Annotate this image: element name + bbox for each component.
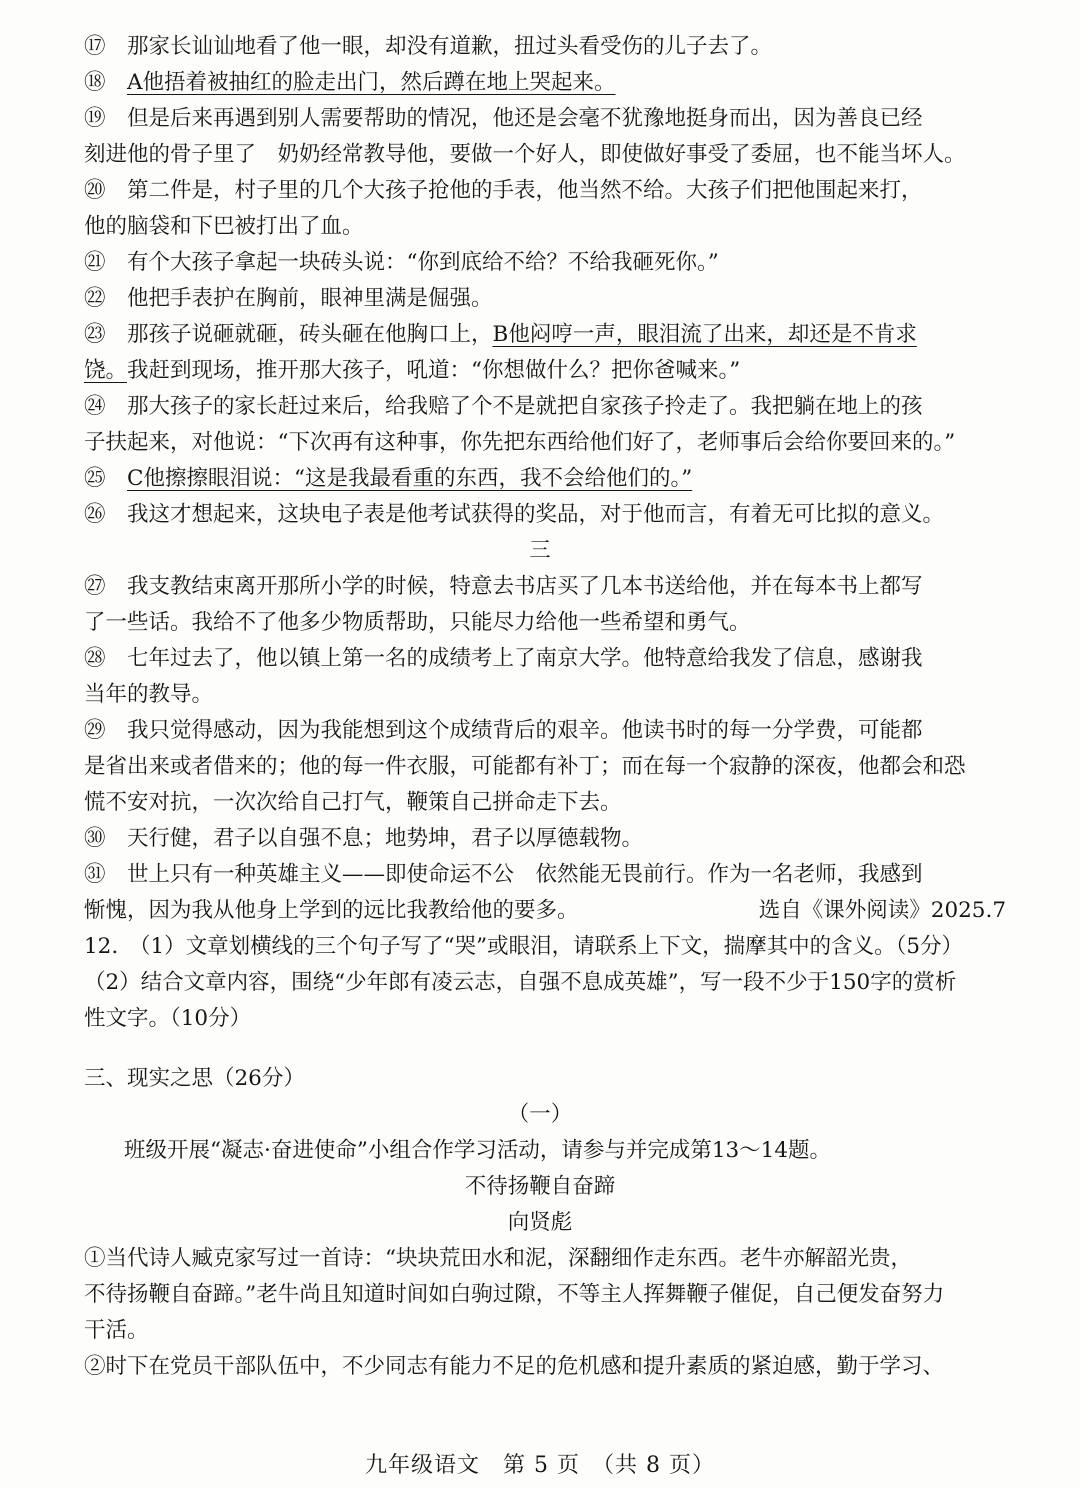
para-19-line1: ⑲ 但是后来再遇到别人需要帮助的情况，他还是会毫不犹豫地挺身而出，因为善良已经 [84, 106, 923, 131]
question-12-part2-end: 性文字。（10分） [84, 1006, 252, 1031]
question-12-part1: 12. （1）文章划横线的三个句子写了“哭”或眼泪，请联系上下文，揣摩其中的含义。（5分） [84, 934, 964, 959]
para-26: ㉖ 我这才想起来，这块电子表是他考试获得的奖品，对于他而言，有着无可比拟的意义。 [84, 502, 945, 527]
article-author: 向贤彪 [507, 1210, 573, 1235]
underlined-sentence-c: C他擦擦眼泪说：“这是我最看重的东西，我不会给他们的。” [127, 466, 693, 491]
para-29-line2: 是省出来或者借来的；他的每一件衣服，可能都有补丁；而在每一个寂静的深夜，他都会和恐 [84, 754, 966, 779]
para-23-line1 [84, 320, 1006, 350]
activity-intro: 班级开展“凝志·奋进使命”小组合作学习活动，请参与并完成第13～14题。 [124, 1138, 832, 1163]
underlined-sentence-a: A他捂着被抽红的脸走出门，然后蹲在地上哭起来。 [127, 70, 616, 95]
para-23-text: ㉓ 那孩子说砸就砸，砖头砸在他胸口上， [84, 322, 493, 347]
para-27-line2: 了一些话。我给不了他多少物质帮助，只能尽力给他一些希望和勇气。 [84, 610, 751, 635]
question-12-part2: （2）结合文章内容，围绕“少年郎有凌云志，自强不息成英雄”，写一段不少于150字的赏析 [84, 970, 957, 995]
para-31-line1: ㉛ 世上只有一种英雄主义——即使命运不公 依然能无畏前行。作为一名老师，我感到 [84, 862, 923, 887]
source-citation: 选自《课外阅读》2025.7 [758, 898, 1006, 923]
part-3-title: 三、现实之思（26分） [84, 1066, 305, 1091]
para-17: ⑰ 那家长讪讪地看了他一眼，却没有道歉，扭过头看受伤的儿子去了。 [84, 34, 773, 59]
para-24-line1: ㉔ 那大孩子的家长赶过来后，给我赔了个不是就把自家孩子拎走了。我把躺在地上的孩 [84, 394, 923, 419]
para-29-line3: 慌不安对抗，一次次给自己打气，鞭策自己拼命走下去。 [84, 790, 622, 815]
article-para-1-line1: ①当代诗人臧克家写过一首诗：“块块荒田水和泥，深翻细作走东西。老牛亦解韶光贵， [84, 1246, 912, 1271]
article-title: 不待扬鞭自奋蹄 [464, 1174, 616, 1199]
article-para-1-line2: 不待扬鞭自奋蹄。”老牛尚且知道时间如白驹过隙，不等主人挥舞鞭子催促，自己便发奋努力 [84, 1282, 945, 1307]
para-23-line2 [84, 356, 1006, 386]
para-24-line2: 子扶起来，对他说：“下次再有这种事，你先把东西给他们好了，老师事后会给你要回来的。” [84, 430, 956, 455]
article-para-2-line1: ②时下在党员干部队伍中，不少同志有能力不足的危机感和提升素质的紧迫感，勤于学习、 [84, 1354, 945, 1379]
para-28-line2: 当年的教导。 [84, 682, 214, 707]
para-27-line1: ㉗ 我支教结束离开那所小学的时候，特意去书店买了几本书送给他，并在每本书上都写 [84, 574, 923, 599]
para-25 [84, 464, 1006, 494]
para-20-line2: 他的脑袋和下巴被打出了血。 [84, 214, 364, 239]
para-18-mark: ⑱ [84, 70, 128, 95]
para-23-text-end: 我赶到现场，推开那大孩子，吼道：“你想做什么？把你爸喊来。” [127, 358, 741, 383]
article-para-1-line3: 干活。 [84, 1318, 149, 1343]
subsection-1: （一） [507, 1102, 573, 1127]
page-footer: 九年级语文 第 5 页 （共 8 页） [365, 1453, 715, 1478]
para-31-line2: 惭愧，因为我从他身上学到的远比我教给他的要多。 [84, 898, 579, 923]
para-19-line2: 刻进他的骨子里了 奶奶经常教导他，要做一个好人，即使做好事受了委屈，也不能当坏人。 [84, 142, 966, 167]
para-20-line1: ⑳ 第二件是，村子里的几个大孩子抢他的手表，他当然不给。大孩子们把他围起来打， [84, 178, 923, 203]
section-heading-3: 三 [529, 538, 551, 563]
para-22: ㉒ 他把手表护在胸前，眼神里满是倔强。 [84, 286, 493, 311]
para-28-line1: ㉘ 七年过去了，他以镇上第一名的成绩考上了南京大学。他特意给我发了信息，感谢我 [84, 646, 923, 671]
underlined-sentence-b-end: 饶。 [84, 358, 128, 383]
para-21: ㉑ 有个大孩子拿起一块砖头说：“你到底给不给？不给我砸死你。” [84, 250, 719, 275]
para-30: ㉚ 天行健，君子以自强不息；地势坤，君子以厚德载物。 [84, 826, 644, 851]
para-18 [84, 68, 1006, 98]
underlined-sentence-b: B他闷哼一声，眼泪流了出来，却还是不肯求 [492, 322, 917, 347]
para-29-line1: ㉙ 我只觉得感动，因为我能想到这个成绩背后的艰辛。他读书时的每一分学费，可能都 [84, 718, 923, 743]
para-25-mark: ㉕ [84, 466, 128, 491]
